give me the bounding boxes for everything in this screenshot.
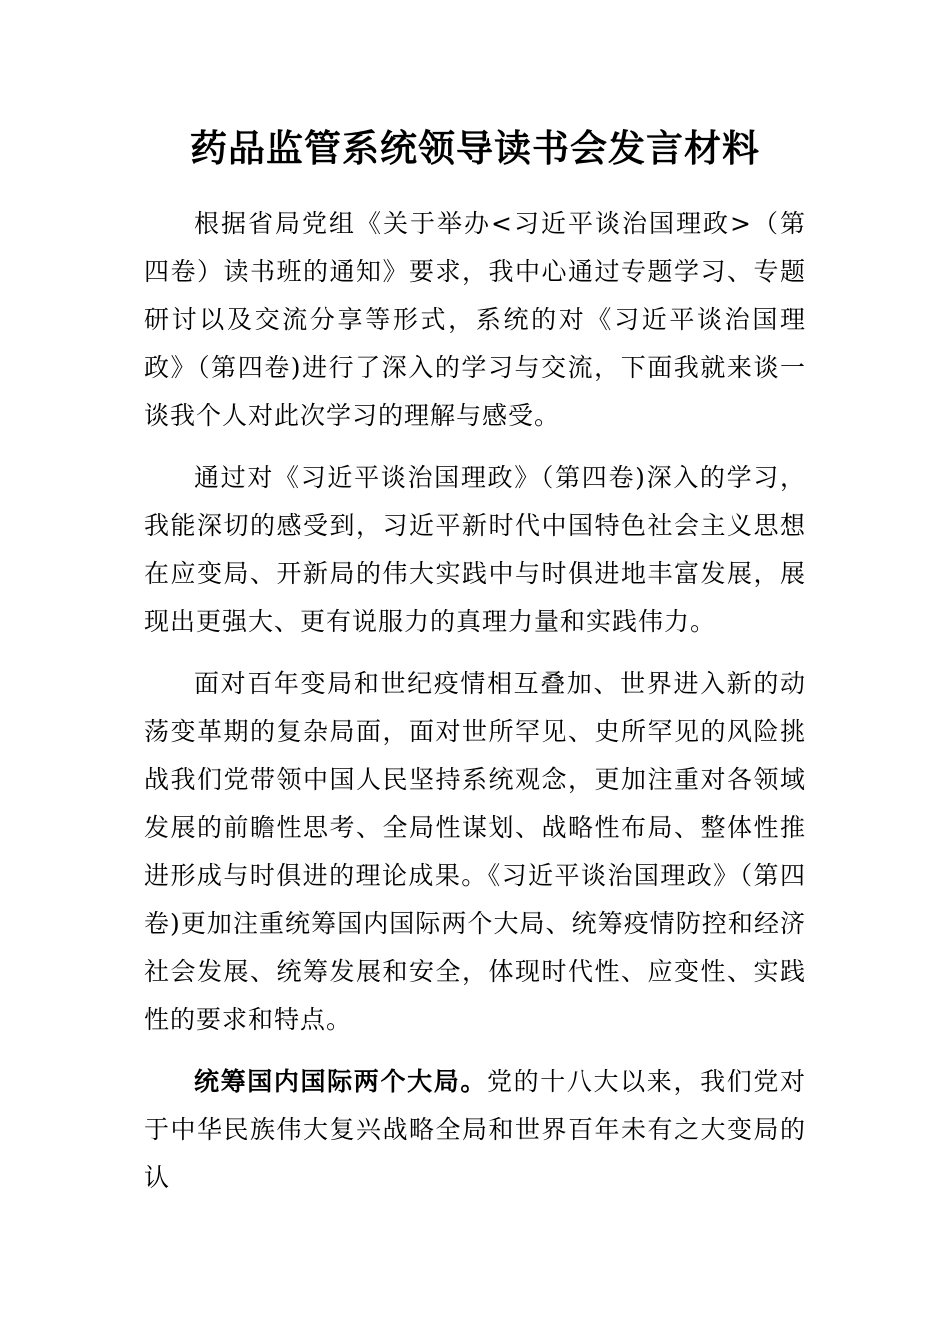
paragraph-1-text: 根据省局党组《关于举办<习近平谈治国理政>（第四卷）读书班的通知》要求，我中心通过专题学习、专题研讨以及交流分享等形式，系统的对《习近平谈治国理政》（第四卷)进行了深入的学习与交流，下面我就来谈一谈我个人对此次学习的理解与感受。 — [144, 209, 806, 430]
document-title: 药品监管系统领导读书会发言材料 — [190, 126, 760, 170]
paragraph-3-text: 面对百年变局和世纪疫情相互叠加、世界进入新的动荡变革期的复杂局面，面对世所罕见、史所罕见的风险挑战我们党带领中国人民坚持系统观念，更加注重对各领域发展的前瞻性思考、全局性谋划、战略性布局、整体性推进形成与时俱进的理论成果。《习近平谈治国理政》（第四卷)更加注重统筹国内国际两个大局、统筹疫情防控和经济社会发展、统筹发展和安全，体现时代性、应变性、实践性的要求和特点。 — [144, 669, 806, 1034]
paragraph-4-text: 党的十八大以来，我们党对于中华民族伟大复兴战略全局和世界百年未有之大变局的认 — [144, 1067, 806, 1192]
paragraph-4 — [144, 1058, 806, 1202]
paragraph-2-text: 通过对《习近平谈治国理政》（第四卷)深入的学习，我能深切的感受到，习近平新时代中国特色社会主义思想在应变局、开新局的伟大实践中与时俱进地丰富发展，展现出更强大、更有说服力的真理力量和实践伟力。 — [144, 463, 806, 636]
paragraph-1 — [144, 200, 806, 440]
paragraph-3 — [144, 660, 806, 1044]
document-body — [144, 200, 806, 1216]
paragraph-2 — [144, 454, 806, 646]
paragraph-4-heading: 统筹国内国际两个大局。 — [194, 1067, 487, 1096]
